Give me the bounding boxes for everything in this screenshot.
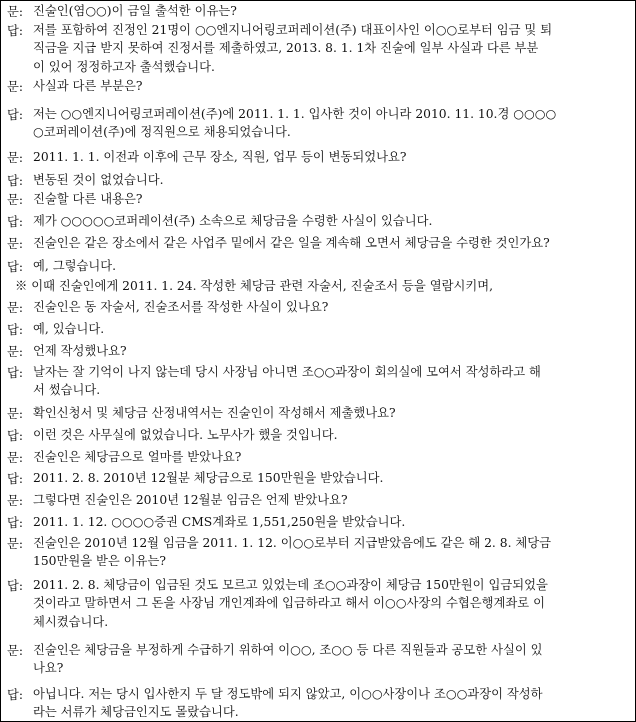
speaker-label: 답: (7, 323, 24, 337)
row-line: 2011. 1. 1. 이전과 이후에 근무 장소, 직원, 업무 등이 변동되었나요? (33, 150, 407, 164)
speaker-label: 문: (7, 451, 24, 465)
qa-row-answer (7, 171, 629, 189)
row-line: 확인신청서 및 체당금 산정내역서는 진술인이 작성해서 제출했나요? (33, 406, 396, 420)
examiner-note (7, 277, 629, 295)
speaker-label: 답: (7, 260, 24, 274)
speaker-label: 답: (7, 688, 24, 702)
row-line: 그렇다면 진술인은 2010년 12월분 임금은 언제 받았나요? (33, 493, 348, 507)
row-line: 진술인은 2010년 12월 임금을 2011. 1. 12. 이○○로부터 지급받았음에도 같은 해 2. 8. 체당금 (33, 536, 552, 550)
row-line: 진술인은 체당금으로 얼마를 받았나요? (33, 450, 242, 464)
row-line: 저를 포함하여 진정인 21명이 ○○엔지니어링코퍼레이션(주) 대표이사인 이○○로부터 임금 및 퇴 (33, 23, 553, 37)
qa-row-answer (7, 257, 629, 275)
row-line: 나요? (33, 661, 64, 676)
row-line: 이 있어 정정하고자 출석했습니다. (33, 59, 215, 74)
row-line: 라는 서류가 체당금인지도 몰랐습니다. (33, 705, 239, 720)
qa-row-question (7, 342, 629, 360)
row-line: 아닙니다. 저는 당시 입사한지 두 달 정도밖에 되지 않았고, 이○○사장이나 조○○과장이 작성하 (33, 687, 543, 701)
qa-row-question (7, 404, 629, 422)
qa-row-question (7, 534, 629, 571)
row-line: 이런 것은 사무실에 없었습니다. 노무사가 했을 것입니다. (33, 428, 338, 442)
qa-row-answer (7, 685, 629, 722)
speaker-label: 답: (7, 429, 24, 443)
qa-row-question (7, 448, 629, 466)
speaker-label: 문: (7, 80, 24, 94)
row-line: 언제 작성했나요? (33, 344, 127, 358)
speaker-label: 문: (7, 537, 24, 551)
qa-row-question (7, 2, 629, 20)
row-line: 예, 그렇습니다. (33, 259, 116, 273)
row-line: 저는 ○○엔지니어링코퍼레이션(주)에 2011. 1. 1. 입사한 것이 아니라 2010. 11. 10.경 ○○○○ (33, 107, 557, 121)
note-line: ※ 이때 진술인에게 2011. 1. 24. 작성한 체당금 관련 자술서, 진술조서 등을 열람시키며, (15, 279, 493, 293)
row-line: 체시켰습니다. (33, 614, 109, 629)
qa-row-question (7, 491, 629, 509)
row-line: 진술인(염○○)이 금일 출석한 이유는? (33, 4, 237, 18)
row-line: 진술할 다른 내용은? (33, 192, 143, 206)
speaker-label: 문: (7, 237, 24, 251)
qa-row-answer (7, 212, 629, 230)
row-line: 것이라고 말하면서 그 돈을 사장님 개인계좌에 입금하라고 해서 이○○사장의 수협은행계좌로 이 (33, 596, 545, 611)
speaker-label: 답: (7, 215, 24, 229)
speaker-label: 문: (7, 345, 24, 359)
speaker-label: 답: (7, 108, 24, 122)
row-line: 제가 ○○○○○코퍼레이션(주) 소속으로 체당금을 수령한 사실이 있습니다. (33, 214, 433, 228)
qa-row-answer (7, 363, 629, 400)
speaker-label: 문: (7, 193, 24, 207)
row-line: 날자는 잘 기억이 나지 않는데 당시 사장님 아니면 조○○과장이 회의실에 모여서 작성하라고 해 (33, 365, 541, 379)
qa-row-answer (7, 469, 629, 487)
row-line: ○코퍼레이션(주)에 정직원으로 채용되었습니다. (33, 125, 291, 140)
speaker-label: 답: (7, 366, 24, 380)
speaker-label: 답: (7, 174, 24, 188)
qa-row-question (7, 641, 629, 678)
speaker-label: 문: (7, 407, 24, 421)
qa-row-answer (7, 576, 629, 631)
qa-row-answer (7, 320, 629, 338)
row-line: 예, 있습니다. (33, 322, 105, 336)
speaker-label: 답: (7, 24, 24, 38)
speaker-label: 답: (7, 516, 24, 530)
row-line: 서 썼습니다. (33, 383, 101, 398)
speaker-label: 문: (7, 494, 24, 508)
speaker-label: 답: (7, 579, 24, 593)
row-line: 진술인은 체당금을 부정하게 수급하기 위하여 이○○, 조○○ 등 다른 직원들과 공모한 사실이 있 (33, 643, 543, 657)
qa-row-answer (7, 513, 629, 531)
speaker-label: 문: (7, 5, 24, 19)
qa-row-answer (7, 426, 629, 444)
qa-row-question (7, 190, 629, 208)
row-line: 사실과 다른 부분은? (33, 79, 143, 93)
qa-row-answer (7, 105, 629, 142)
speaker-label: 답: (7, 472, 24, 486)
row-line: 2011. 1. 12. ○○○○증권 CMS계좌로 1,551,250원을 받았습니다. (33, 515, 406, 529)
row-line: 2011. 2. 8. 체당금이 입금된 것도 모르고 있었는데 조○○과장이 체당금 150만원이 입금되었을 (33, 578, 548, 592)
qa-row-question (7, 234, 629, 252)
row-line: 진술인은 동 자술서, 진술조서를 작성한 사실이 있나요? (33, 300, 329, 314)
qa-row-question (7, 298, 629, 316)
row-line: 직금을 지급 받지 못하여 진정서를 제출하였고, 2013. 8. 1. 1차 진술에 일부 사실과 다른 부분 (33, 41, 539, 56)
qa-row-question (7, 148, 629, 166)
row-line: 진술인은 같은 장소에서 같은 사업주 밑에서 같은 일을 계속해 오면서 체당금을 수령한 것인가요? (33, 236, 550, 250)
row-line: 150만원을 받은 이유는? (33, 554, 166, 569)
speaker-label: 문: (7, 644, 24, 658)
qa-row-question (7, 77, 629, 95)
speaker-label: 문: (7, 151, 24, 165)
qa-row-answer (7, 21, 629, 76)
speaker-label: 문: (7, 301, 24, 315)
row-line: 변동된 것이 없었습니다. (33, 173, 164, 187)
row-line: 2011. 2. 8. 2010년 12월분 체당금으로 150만원을 받았습니다. (33, 471, 384, 485)
